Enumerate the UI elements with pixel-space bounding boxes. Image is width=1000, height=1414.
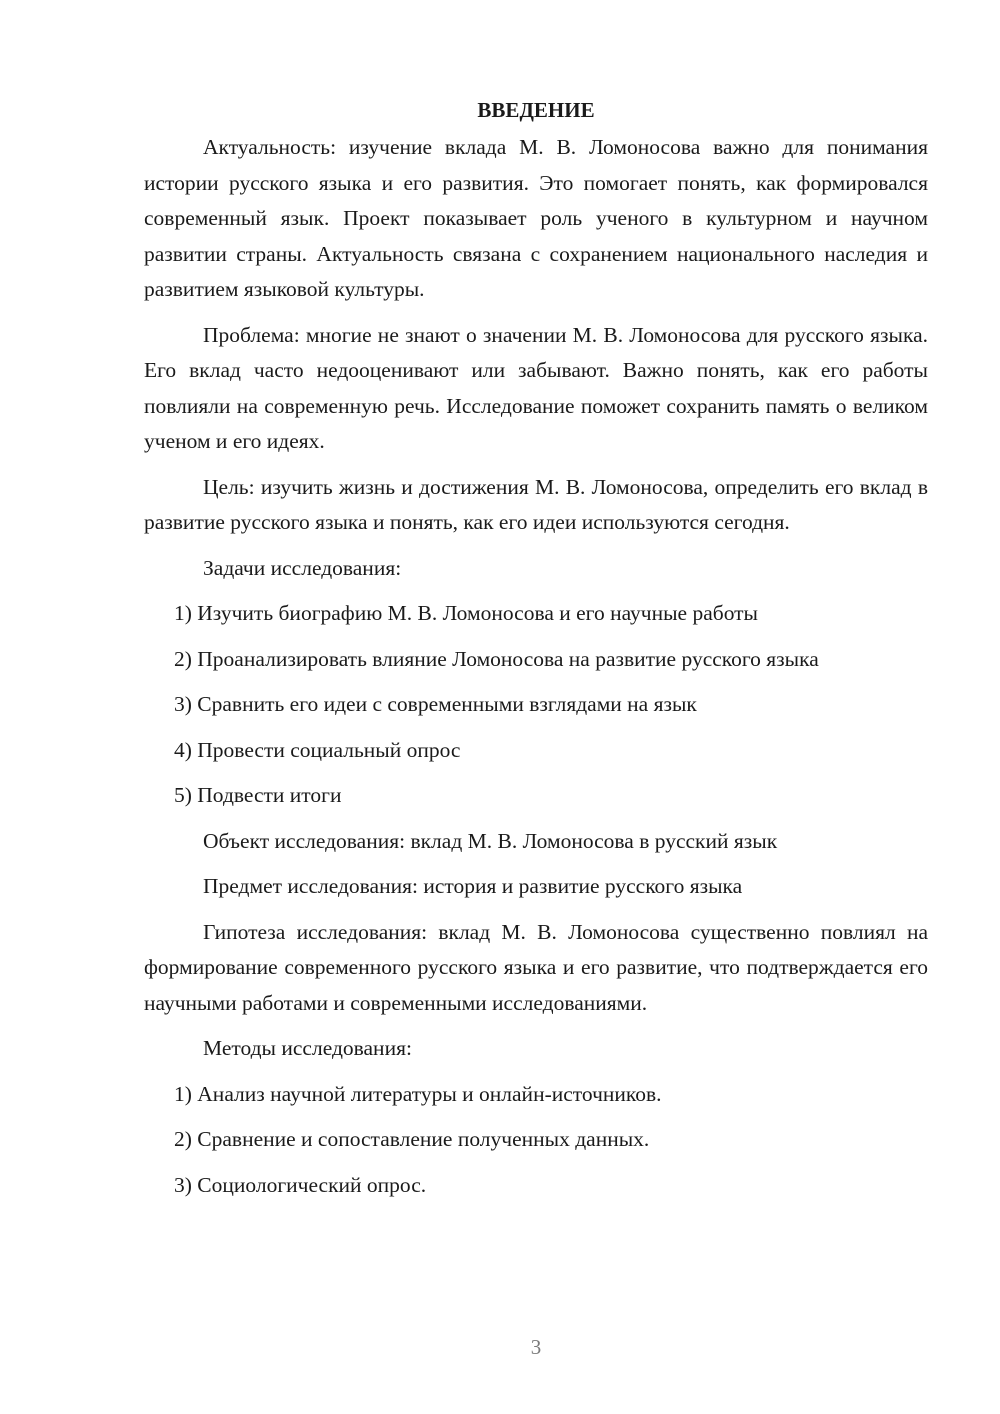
tasks-list [144,596,928,814]
hypothesis-paragraph: Гипотеза исследования: вклад М. В. Ломоносова существенно повлиял на формирование современного русского языка и его развитие, что подтверждается его научными работами и современными исследованиями. [144,919,928,1015]
tasks-heading: Задачи исследования: [203,555,402,580]
method-item-3: 3) Социологический опрос. [174,1172,427,1197]
methods-heading: Методы исследования: [203,1036,412,1060]
problem-paragraph: Проблема: многие не знают о значении М. В. Ломоносова для русского языка. Его вклад часто недооценивают или забывают. Важно понять, как его работы повлияли на современную речь. Исследование поможет сохранить память о великом ученом и его идеях. [144,322,928,453]
relevance-paragraph: Актуальность: изучение вклада М. В. Ломоносова важно для понимания истории русского языка и его развития. Это помогает понять, как формировался современный язык. Проект показывает роль ученого в культурном и научном развитии страны. Актуальность связана с сохранением национального наследия и развитием языковой культуры. [144,135,928,301]
task-item-5: 5) Подвести итоги [174,783,342,807]
page-title: ВВЕДЕНИЕ [477,98,595,122]
methods-list [144,1077,928,1204]
goal-paragraph: Цель: изучить жизнь и достижения М. В. Ломоносова, определить его вклад в развитие русского языка и понять, как его идеи используются сегодня. [144,474,928,534]
task-item-3: 3) Сравнить его идеи с современными взглядами на язык [174,692,697,716]
method-item-1: 1) Анализ научной литературы и онлайн-источников. [174,1081,662,1106]
task-item-1: 1) Изучить биографию М. В. Ломоносова и его научные работы [174,601,759,625]
object-paragraph: Объект исследования: вклад М. В. Ломоносова в русский язык [203,828,778,853]
task-item-4: 4) Провести социальный опрос [174,737,461,762]
page-number: 3 [530,1335,542,1359]
method-item-2: 2) Сравнение и сопоставление полученных данных. [174,1127,650,1151]
page-content [144,92,928,1213]
subject-paragraph: Предмет исследования: история и развитие русского языка [203,874,743,898]
task-item-2: 2) Проанализировать влияние Ломоносова на развитие русского языка [174,646,819,671]
